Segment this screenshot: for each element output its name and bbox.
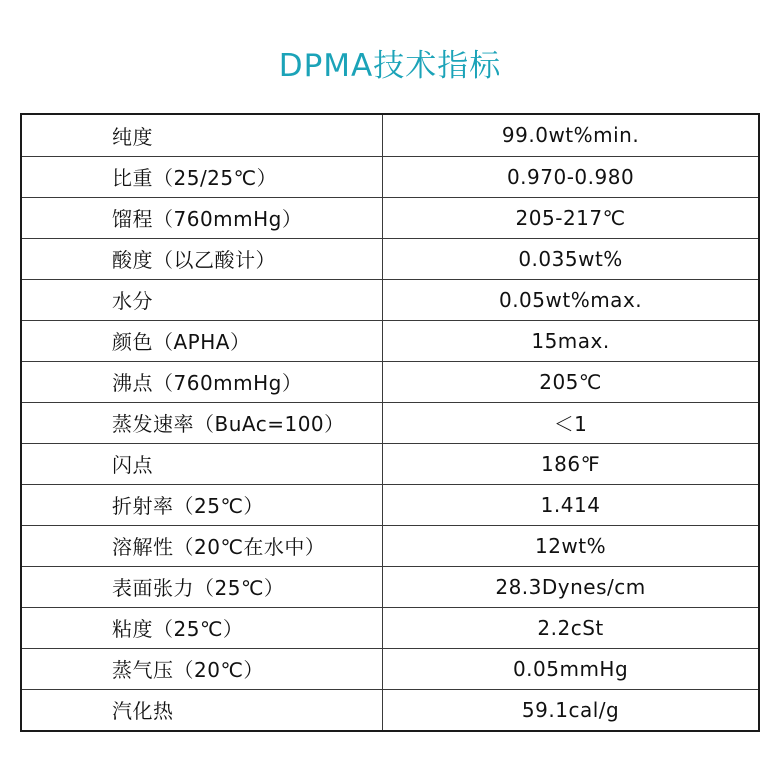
spec-item-name: 沸点（760mmHg） <box>22 361 383 402</box>
table-row <box>22 689 758 730</box>
table-row <box>22 443 758 484</box>
spec-item-value: 0.05mmHg <box>383 648 758 689</box>
spec-table-body <box>22 115 758 730</box>
spec-item-value: 0.970-0.980 <box>383 156 758 197</box>
table-row <box>22 648 758 689</box>
spec-item-value: 15max. <box>383 320 758 361</box>
spec-item-name: 汽化热 <box>22 689 383 730</box>
spec-item-name: 纯度 <box>22 115 383 156</box>
table-row <box>22 484 758 525</box>
spec-item-name: 馏程（760mmHg） <box>22 197 383 238</box>
spec-item-name: 闪点 <box>22 443 383 484</box>
spec-item-name: 表面张力（25℃） <box>22 566 383 607</box>
table-row <box>22 525 758 566</box>
table-row <box>22 197 758 238</box>
spec-item-name: 蒸气压（20℃） <box>22 648 383 689</box>
spec-item-name: 颜色（APHA） <box>22 320 383 361</box>
spec-table <box>22 115 758 730</box>
page-title: DPMA技术指标 <box>278 48 502 84</box>
spec-item-value: 99.0wt%min. <box>501 123 640 148</box>
spec-item-value: 12wt% <box>383 525 758 566</box>
spec-item-value: 0.05wt%max. <box>383 279 758 320</box>
table-row <box>22 607 758 648</box>
spec-item-value: 1.414 <box>383 484 758 525</box>
table-row <box>22 361 758 402</box>
spec-item-value: 2.2cSt <box>383 607 758 648</box>
spec-item-value: 0.035wt% <box>383 238 758 279</box>
spec-table-container <box>20 113 760 732</box>
table-row <box>22 279 758 320</box>
table-row <box>22 566 758 607</box>
spec-item-value: 28.3Dynes/cm <box>383 566 758 607</box>
spec-item-value: ＜1 <box>383 402 758 443</box>
spec-item-name: 折射率（25℃） <box>22 484 383 525</box>
spec-item-name: 溶解性（20℃在水中） <box>22 525 383 566</box>
spec-item-name: 比重（25/25℃） <box>22 156 383 197</box>
table-row <box>22 238 758 279</box>
spec-item-name: 蒸发速率（BuAc=100） <box>22 402 383 443</box>
spec-item-name: 水分 <box>22 279 383 320</box>
table-row <box>22 402 758 443</box>
spec-item-name: 粘度（25℃） <box>22 607 383 648</box>
table-row <box>22 115 758 156</box>
spec-item-value: 205-217℃ <box>383 197 758 238</box>
spec-item-value: 205℃ <box>383 361 758 402</box>
spec-item-value: 186℉ <box>383 443 758 484</box>
table-row <box>22 320 758 361</box>
spec-item-value: 59.1cal/g <box>383 689 758 730</box>
spec-item-name: 酸度（以乙酸计） <box>22 238 383 279</box>
table-row <box>22 156 758 197</box>
